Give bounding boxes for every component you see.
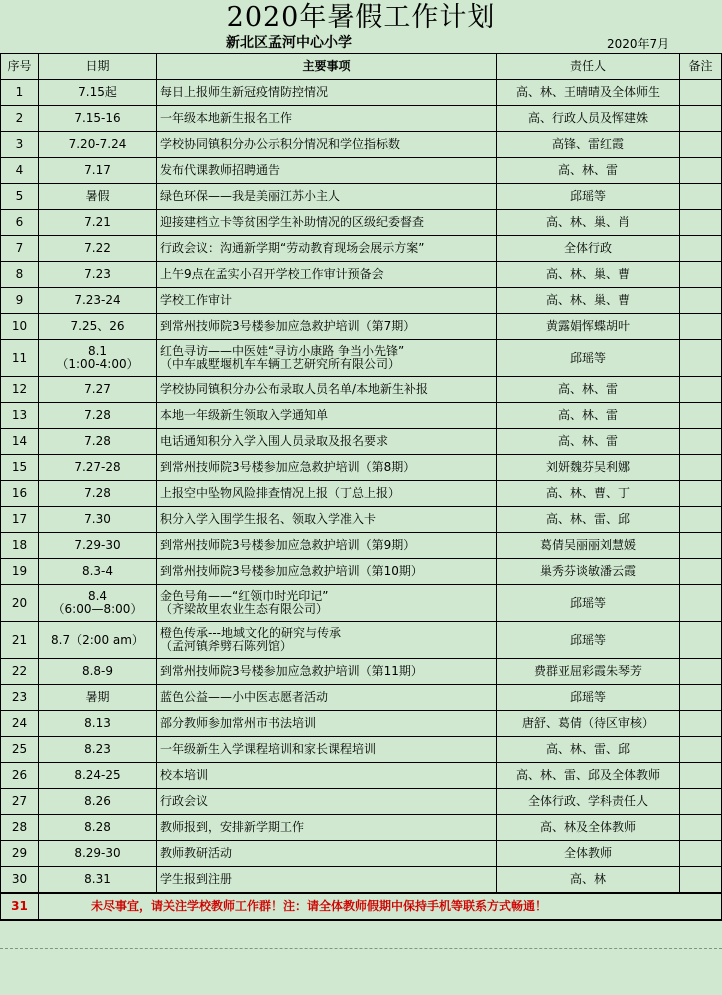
row-date-line: 8.31 [84,872,111,886]
row-date-line: 7.28 [84,486,111,500]
table-row [1,80,722,106]
table-row [1,711,722,737]
table-row [1,622,722,659]
row-number: 22 [1,659,39,685]
row-date-line: 8.23 [84,742,111,756]
row-note [680,132,722,158]
table-row [1,106,722,132]
page-break-line [0,948,722,949]
row-number: 4 [1,158,39,184]
table-row [1,841,722,867]
row-date-line: 7.28 [84,434,111,448]
row-item-line: 到常州技师院3号楼参加应急救护培训（第11期） [160,664,423,678]
row-note [680,659,722,685]
row-date [39,262,157,288]
row-number: 15 [1,455,39,481]
table-row [1,184,722,210]
row-number: 6 [1,210,39,236]
row-note [680,789,722,815]
row-owner: 邱瑶等 [497,685,680,711]
header-note: 备注 [680,54,722,80]
row-date [39,429,157,455]
row-item-line: 教师报到，安排新学期工作 [160,820,305,834]
row-note [680,533,722,559]
school-name: 新北区孟河中心小学 [226,35,352,51]
table-row [1,481,722,507]
row-date [39,685,157,711]
row-owner: 唐舒、葛倩（待区审核） [497,711,680,737]
table-row [1,158,722,184]
row-date-line: 8.3-4 [81,564,114,578]
table-row [1,288,722,314]
row-owner: 高、林、雷、邱 [497,507,680,533]
table-row [1,210,722,236]
row-owner: 高、林、曹、丁 [497,481,680,507]
row-item [157,685,497,711]
row-number: 18 [1,533,39,559]
header-no: 序号 [1,54,39,80]
row-item [157,262,497,288]
row-item [157,559,497,585]
row-note [680,262,722,288]
footer-note-row [1,893,722,920]
row-number: 5 [1,184,39,210]
row-date-line: 8.4 [87,589,108,603]
row-item-line: 到常州技师院3号楼参加应急救护培训（第10期） [160,564,423,578]
table-row [1,559,722,585]
row-date-line: 7.28 [84,408,111,422]
table-row [1,585,722,622]
row-item-line: 发布代课教师招聘通告 [160,163,281,177]
row-number: 9 [1,288,39,314]
row-item-line: （孟河镇斧劈石陈列馆） [160,639,293,653]
row-date-line: 8.28 [84,820,111,834]
row-date [39,841,157,867]
row-date-line: 8.13 [84,716,111,730]
row-note [680,685,722,711]
row-note [680,158,722,184]
row-item-line: 到常州技师院3号楼参加应急救护培训（第7期） [160,319,416,333]
row-number: 27 [1,789,39,815]
row-date [39,622,157,659]
row-number: 2 [1,106,39,132]
row-date [39,867,157,894]
row-note [680,288,722,314]
row-item [157,158,497,184]
row-owner: 全体行政 [497,236,680,262]
row-owner: 全体教师 [497,841,680,867]
row-item-line: 一年级本地新生报名工作 [160,111,293,125]
row-date [39,507,157,533]
row-date-line: （6:00—8:00） [52,602,143,616]
row-owner: 高、林、雷 [497,377,680,403]
row-item-line: 到常州技师院3号楼参加应急救护培训（第8期） [160,460,416,474]
row-item [157,455,497,481]
row-date-line: 7.15起 [78,85,117,99]
row-item-line: 积分入学入围学生报名、领取入学准入卡 [160,512,377,526]
row-number: 16 [1,481,39,507]
row-number: 29 [1,841,39,867]
row-date [39,236,157,262]
row-date-line: 7.15-16 [74,111,121,125]
row-owner: 高、林及全体教师 [497,815,680,841]
table-row [1,455,722,481]
row-item [157,106,497,132]
row-owner: 高、林、雷 [497,403,680,429]
row-note [680,507,722,533]
row-number: 12 [1,377,39,403]
row-date-line: 8.26 [84,794,111,808]
row-note [680,377,722,403]
row-item [157,815,497,841]
row-item-line: 一年级新生入学课程培训和家长课程培训 [160,742,377,756]
header-item: 主要事项 [157,54,497,80]
row-date [39,737,157,763]
row-owner: 高、林、巢、曹 [497,262,680,288]
row-item-line: 校本培训 [160,768,209,782]
row-number: 14 [1,429,39,455]
header-date: 日期 [39,54,157,80]
row-date-line: 7.17 [84,163,111,177]
row-item-line: （齐梁故里农业生态有限公司） [160,602,329,616]
row-owner: 高、林 [497,867,680,894]
row-note [680,815,722,841]
row-note [680,841,722,867]
row-item [157,80,497,106]
row-date [39,815,157,841]
table-row [1,867,722,894]
row-date [39,132,157,158]
row-owner: 黄露娟恽蝶胡叶 [497,314,680,340]
row-item [157,507,497,533]
row-owner: 巢秀芬谈敏潘云霞 [497,559,680,585]
row-number: 3 [1,132,39,158]
table-header-row [1,54,722,80]
row-number: 26 [1,763,39,789]
row-item [157,210,497,236]
row-item [157,533,497,559]
row-date [39,711,157,737]
row-item [157,132,497,158]
row-number: 11 [1,340,39,377]
row-note [680,80,722,106]
table-row [1,815,722,841]
row-item [157,737,497,763]
row-item-line: 教师教研活动 [160,846,233,860]
row-number: 20 [1,585,39,622]
row-date-line: 7.29-30 [74,538,121,552]
table-row [1,533,722,559]
row-date-line: 暑假 [85,189,110,203]
row-date [39,789,157,815]
table-row [1,789,722,815]
row-owner: 高锋、雷红霞 [497,132,680,158]
row-item [157,711,497,737]
row-date [39,314,157,340]
row-date [39,403,157,429]
row-note [680,403,722,429]
row-owner: 高、林、雷、邱及全体教师 [497,763,680,789]
row-date [39,340,157,377]
table-row [1,429,722,455]
row-date [39,80,157,106]
row-item-line: 学校协同镇积分办公布录取人员名单/本地新生补报 [160,382,429,396]
row-number: 23 [1,685,39,711]
row-number: 10 [1,314,39,340]
row-item-line: 电话通知积分入学入围人员录取及报名要求 [160,434,389,448]
row-note [680,314,722,340]
row-item-line: 绿色环保——我是美丽江苏小主人 [160,189,341,203]
row-note [680,210,722,236]
row-date-line: 8.24-25 [74,768,121,782]
row-item-line: 学校协同镇积分办公示积分情况和学位指标数 [160,137,401,151]
row-note [680,622,722,659]
row-number: 21 [1,622,39,659]
row-note [680,340,722,377]
row-note [680,763,722,789]
row-date [39,763,157,789]
row-item [157,236,497,262]
row-item-line: 蓝色公益——小中医志愿者活动 [160,690,329,704]
row-note [680,429,722,455]
row-date [39,585,157,622]
row-item-line: 到常州技师院3号楼参加应急救护培训（第9期） [160,538,416,552]
row-date [39,210,157,236]
row-note [680,481,722,507]
row-owner: 高、林、雷 [497,158,680,184]
row-date-line: 7.30 [84,512,111,526]
row-item [157,585,497,622]
row-date [39,288,157,314]
row-date [39,481,157,507]
row-date [39,377,157,403]
row-item-line: 红色寻访——中医娃“寻访小康路 争当小先锋” [160,344,405,358]
row-item [157,377,497,403]
row-item-line: 部分教师参加常州市书法培训 [160,716,317,730]
row-date [39,184,157,210]
row-item [157,763,497,789]
table-row [1,763,722,789]
row-owner: 高、林、王晴晴及全体师生 [497,80,680,106]
row-owner: 高、行政人员及恽建姝 [497,106,680,132]
row-item-line: 本地一年级新生领取入学通知单 [160,408,329,422]
row-note [680,455,722,481]
table-row [1,737,722,763]
row-item [157,429,497,455]
row-note [680,184,722,210]
row-number: 24 [1,711,39,737]
row-owner: 高、林、雷 [497,429,680,455]
row-owner: 邱瑶等 [497,340,680,377]
footer-no: 31 [1,893,39,920]
table-row [1,236,722,262]
table-row [1,507,722,533]
row-item [157,340,497,377]
row-date [39,659,157,685]
row-number: 19 [1,559,39,585]
row-item-line: 每日上报师生新冠疫情防控情况 [160,85,329,99]
row-date [39,455,157,481]
schedule-table [0,53,722,921]
row-date-line: 暑期 [85,690,110,704]
row-note [680,867,722,894]
page-title: 2020年暑假工作计划 [226,2,496,33]
row-number: 8 [1,262,39,288]
row-number: 17 [1,507,39,533]
row-date-line: 7.27 [84,382,111,396]
row-item [157,481,497,507]
row-date [39,106,157,132]
table-row [1,377,722,403]
row-owner: 邱瑶等 [497,622,680,659]
table-row [1,262,722,288]
row-note [680,711,722,737]
row-number: 13 [1,403,39,429]
row-date-line: 8.7（2:00 am） [51,632,144,647]
row-date-line: 7.20-7.24 [68,137,127,151]
row-date-line: 7.21 [84,215,111,229]
row-owner: 刘妍魏芬吴利娜 [497,455,680,481]
row-item-line: 上报空中坠物风险排查情况上报（丁总上报） [160,486,401,500]
row-date [39,158,157,184]
row-item-line: （中车戚墅堰机车车辆工艺研究所有限公司） [160,357,401,371]
row-item [157,789,497,815]
row-number: 1 [1,80,39,106]
row-note [680,236,722,262]
row-date [39,533,157,559]
row-number: 7 [1,236,39,262]
row-owner: 高、林、巢、肖 [497,210,680,236]
row-number: 28 [1,815,39,841]
row-date-line: 7.27-28 [74,460,121,474]
row-note [680,559,722,585]
row-item [157,841,497,867]
row-item-line: 金色号角——“红领巾时光印记” [160,589,329,603]
row-owner: 费群亚屈彩霞朱琴芳 [497,659,680,685]
row-item [157,403,497,429]
row-date-line: （1:00-4:00） [56,357,139,371]
row-date-line: 7.25、26 [70,319,125,333]
row-item-line: 迎接建档立卡等贫困学生补助情况的区级纪委督查 [160,215,425,229]
row-date-line: 7.23-24 [74,293,121,307]
row-owner: 邱瑶等 [497,184,680,210]
row-owner: 高、林、巢、曹 [497,288,680,314]
row-item-line: 上午9点在孟实小召开学校工作审计预备会 [160,267,384,281]
row-date-line: 8.29-30 [74,846,121,860]
row-date-line: 8.1 [87,344,108,358]
row-date-line: 7.22 [84,241,111,255]
row-number: 30 [1,867,39,894]
row-item [157,184,497,210]
row-owner: 葛倩吴丽丽刘慧媛 [497,533,680,559]
row-item [157,314,497,340]
row-owner: 高、林、雷、邱 [497,737,680,763]
row-item-line: 学生报到注册 [160,872,233,886]
row-item [157,622,497,659]
row-date [39,559,157,585]
row-note [680,737,722,763]
row-item-line: 行政会议 [160,794,209,808]
row-date-line: 7.23 [84,267,111,281]
plan-date: 2020年7月 [607,37,670,51]
row-item-line: 橙色传承---地域文化的研究与传承 [160,626,341,640]
table-row [1,340,722,377]
row-item [157,288,497,314]
table-row [1,132,722,158]
row-number: 25 [1,737,39,763]
row-item-line: 行政会议：沟通新学期“劳动教育现场会展示方案” [160,241,425,255]
table-row [1,659,722,685]
row-item [157,659,497,685]
table-row [1,403,722,429]
row-note [680,585,722,622]
row-note [680,106,722,132]
header-owner: 责任人 [497,54,680,80]
footer-notice: 未尽事宜，请关注学校教师工作群！注：请全体教师假期中保持手机等联系方式畅通！ [39,893,722,920]
row-owner: 全体行政、学科责任人 [497,789,680,815]
row-owner: 邱瑶等 [497,585,680,622]
table-row [1,314,722,340]
row-item [157,867,497,894]
table-row [1,685,722,711]
row-item-line: 学校工作审计 [160,293,233,307]
row-date-line: 8.8-9 [81,664,114,678]
